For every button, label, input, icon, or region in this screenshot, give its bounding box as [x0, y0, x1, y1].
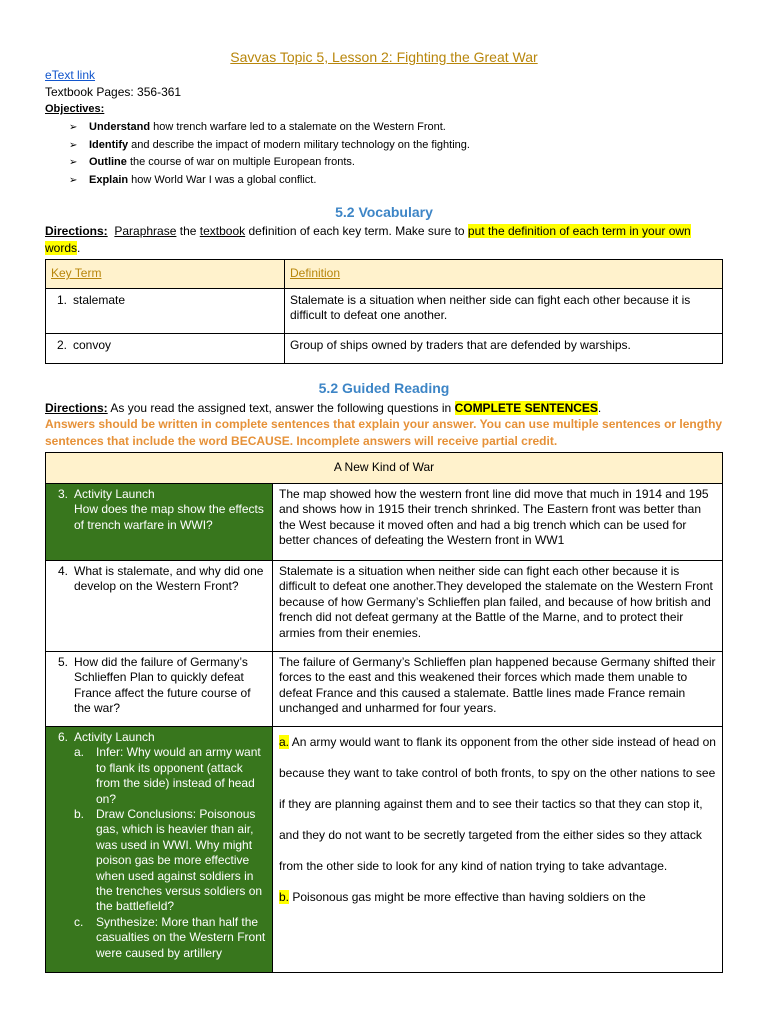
objective-item: [69, 154, 470, 172]
sub-question-letter: c.: [74, 914, 84, 929]
term-text: convoy: [73, 338, 112, 352]
table-title: A New Kind of War: [46, 453, 723, 484]
directions-text: definition of each key term. Make sure to: [245, 224, 468, 238]
term-cell: [46, 289, 285, 334]
question-number: 4.: [57, 564, 68, 578]
directions-highlight: COMPLETE SENTENCES: [454, 401, 598, 415]
question-title-line: [52, 730, 266, 745]
question-text: How does the map show the effects of trench warfare in WWI?: [74, 502, 264, 532]
objective-item: [69, 119, 470, 137]
sub-question: [74, 915, 266, 961]
answer-cell[interactable]: The failure of Germany’s Schlieffen plan happened because Germany shifted their forces to the east and this weakened their forces which made them unable to defeat France and this caused a stalemate. Battle lines made France remain unchanged and unharmed for four years.: [273, 652, 723, 727]
objective-verb: Explain: [89, 173, 129, 186]
directions-textbook: textbook: [199, 224, 246, 238]
directions-paraphrase: Paraphrase: [114, 224, 177, 238]
sub-question-text: Draw Conclusions: Poisonous gas, which is heavier than air, was used in WWI. Why might poison gas be more effective when used against soldiers in the trenches versus soldiers on the battlefield?: [96, 807, 263, 914]
answer-letter: b.: [279, 890, 290, 904]
objective-text: how World War I was a global conflict.: [128, 173, 317, 186]
answer-cell[interactable]: The map showed how the western front line did move that much in 1914 and 195 and shows how in 1915 their trench shrinked. The Eastern front was better than the West because it moved often and had a big trench which can be used for better chances of defeating the Western front in WW1: [273, 484, 723, 561]
objective-text: the course of war on multiple European fronts.: [126, 156, 355, 169]
objective-verb: Understand: [89, 121, 151, 133]
directions-text: As you read the assigned text, answer the following questions in: [107, 401, 455, 415]
question-text: How did the failure of Germany’s Schlieffen Plan to quickly defeat France affect the future course of the war?: [74, 655, 251, 716]
etext-link[interactable]: eText link: [45, 68, 96, 82]
table-row: [46, 727, 723, 973]
sub-question: [74, 807, 266, 915]
col-definition: Definition: [285, 260, 723, 289]
question-number: 6.: [57, 730, 68, 744]
objective-text: how trench warfare led to a stalemate on the Western Front.: [150, 121, 446, 133]
question-title: Activity Launch: [74, 730, 155, 744]
table-row: [46, 561, 723, 652]
arrow-bullet-icon: ➢: [69, 157, 78, 169]
question-title-line: [52, 487, 266, 502]
table-header-row: [46, 260, 723, 289]
question-title: Activity Launch: [74, 487, 155, 501]
objectives-list: [69, 119, 470, 189]
question-cell: [46, 484, 273, 561]
table-row: [46, 289, 723, 334]
sub-question-letter: a.: [74, 745, 85, 760]
sub-question-text: Synthesize: More than half the casualties on the Western Front were caused by artillery: [96, 914, 266, 960]
table-row: [46, 334, 723, 364]
directions-text: the: [176, 224, 200, 238]
answer-cell[interactable]: Stalemate is a situation when neither side can fight each other because it is difficult to defeat one another.They developed the stalemate on the Western Front because of how Germany’s Schlieffen plan failed, and because of how british and french did not defeat germany at the Battle of the Marne, and to protect their armies from their enemies.: [273, 561, 723, 652]
objectives-heading: Objectives:: [45, 103, 105, 115]
answer-cell[interactable]: [273, 727, 723, 973]
term-cell: [46, 334, 285, 364]
question-cell: [46, 727, 273, 973]
objective-verb: Outline: [89, 156, 127, 169]
sub-question-list: [52, 745, 266, 961]
table-title-row: [46, 453, 723, 484]
objective-text: and describe the impact of modern military technology on the fighting.: [128, 138, 470, 151]
question-text: What is stalemate, and why did one develop on the Western Front?: [74, 564, 264, 594]
directions-label: Directions:: [45, 224, 108, 238]
guided-note: Answers should be written in complete sentences that explain your answer. You can use multiple sentences or lengthy sentences that include the word BECAUSE. Incomplete answers will receive partial credit.: [45, 417, 723, 448]
question-line: [52, 655, 266, 717]
table-row: [46, 484, 723, 561]
objective-item: [69, 137, 470, 155]
guided-reading-table: [45, 452, 723, 973]
sub-question: [74, 745, 266, 807]
col-key-term: Key Term: [46, 260, 285, 289]
directions-highlight: put the definition of each term in your own words: [45, 224, 691, 255]
vocabulary-directions: [45, 223, 723, 257]
textbook-pages: Textbook Pages: 356-361: [45, 85, 182, 99]
table-row: [46, 652, 723, 727]
vocabulary-table: [45, 259, 723, 364]
answer-part-b: [279, 882, 716, 913]
directions-end: .: [597, 401, 602, 415]
sub-question-letter: b.: [74, 807, 85, 822]
objective-item: [69, 172, 470, 190]
arrow-bullet-icon: ➢: [69, 122, 78, 133]
answer-letter: a.: [279, 735, 290, 749]
question-number: 3.: [57, 487, 68, 501]
objective-verb: Identify: [89, 138, 129, 151]
term-text: stalemate: [73, 293, 126, 307]
definition-cell[interactable]: Group of ships owned by traders that are defended by warships.: [285, 334, 723, 364]
guided-reading-heading: 5.2 Guided Reading: [318, 380, 450, 396]
directions-end: .: [77, 241, 81, 255]
arrow-bullet-icon: ➢: [69, 174, 78, 186]
question-number: 5.: [57, 655, 68, 669]
answer-text: Poisonous gas might be more effective than having soldiers on the: [289, 890, 646, 904]
answer-text: An army would want to flank its opponent from the other side instead of head on because they want to take control of both fronts, to spy on the other nations to see if they are planning against them and to see their tactics so that they can stop it, and they do not want to be secretly targeted from the either sides so they attack from the other side to look for any kind of nation trying to take advantage.: [279, 735, 716, 873]
arrow-bullet-icon: ➢: [69, 139, 78, 151]
question-line: [52, 564, 266, 595]
vocabulary-heading: 5.2 Vocabulary: [335, 204, 433, 220]
question-cell: [46, 652, 273, 727]
answer-part-a: [279, 727, 716, 882]
question-cell: [46, 561, 273, 652]
directions-label: Directions:: [45, 401, 108, 415]
row-number: 2.: [56, 338, 67, 352]
page-title: Savvas Topic 5, Lesson 2: Fighting the Great War: [230, 49, 538, 65]
sub-question-text: Infer: Why would an army want to flank its opponent (attack from the side) instead of head on?: [96, 745, 261, 806]
definition-cell[interactable]: Stalemate is a situation when neither side can fight each other because it is difficult to defeat one another.: [285, 289, 723, 334]
row-number: 1.: [56, 293, 67, 307]
guided-directions: [45, 400, 723, 417]
